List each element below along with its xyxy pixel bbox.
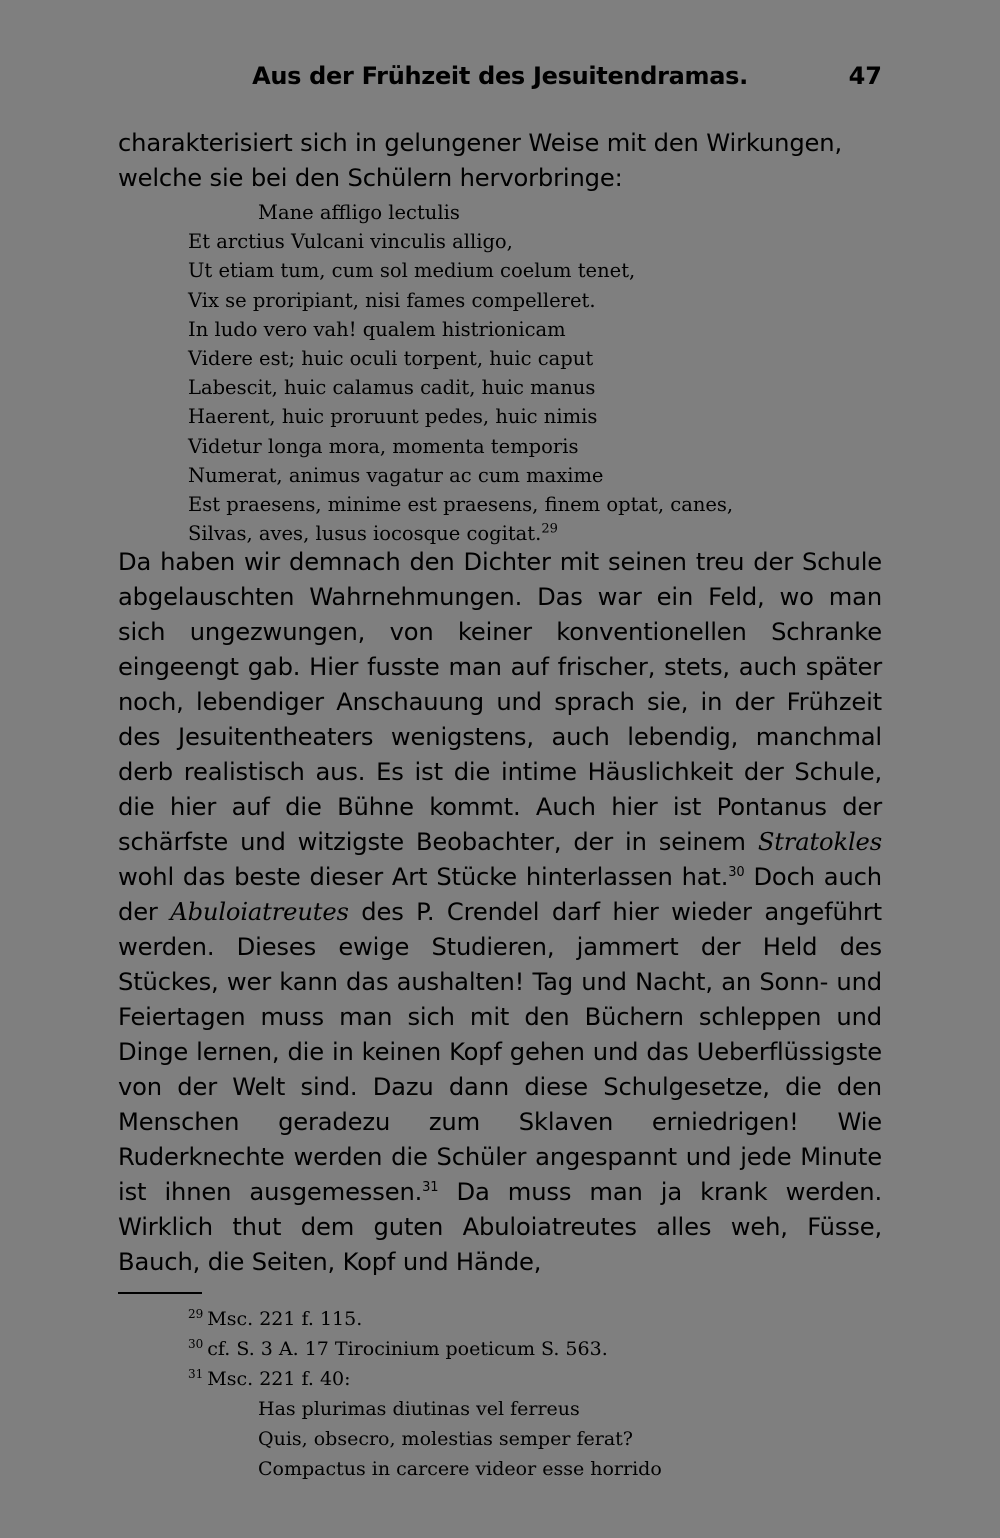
- footnote-number: 31: [188, 1366, 204, 1381]
- main-text-1: Da haben wir demnach den Dichter mit seinen treu der Schule abgelauschten Wahrnehmungen. Das war ein Feld, wo man sich ungezwungen, von keiner konventionellen Schranke eingeengt gab. Hier fusste man auf frischer, stets, auch später noch, lebendiger Anschauung und sprach sie, in der Frühzeit des Jesuitentheaters wenigstens, auch lebendig, manchmal derb realistisch aus. Es ist die intime Häuslichkeit der Schule, die hier auf die Bühne kommt. Auch hier ist Pontanus der schärfste und witzigste Beobachter, der in seinem: [118, 548, 882, 856]
- main-paragraph: [118, 545, 882, 1280]
- intro-paragraph: [118, 126, 882, 196]
- footnote-text: Msc. 221 f. 40:: [207, 1368, 351, 1390]
- verse-quotation: [188, 198, 888, 548]
- verse-line: Ut etiam tum, cum sol medium coelum tenet,: [188, 259, 636, 283]
- verse-line: In ludo vero vah! qualem histrionicam: [188, 317, 566, 341]
- verse-line: Et arctius Vulcani vinculis alligo,: [188, 230, 513, 254]
- main-text-3: Doch auch der: [118, 863, 882, 926]
- page-number: 47: [848, 62, 882, 90]
- verse-line: Videtur longa mora, momenta temporis: [188, 434, 579, 458]
- footnote-text: Msc. 221 f. 115.: [207, 1308, 363, 1330]
- main-text-4: des P. Crendel darf hier wieder angeführt werden. Dieses ewige Studieren, jammert der Held des Stückes, wer kann das aushalten! Tag und Nacht, an Sonn- und Feiertagen muss man sich mit den Büchern schleppen und Dinge lernen, die in keinen Kopf gehen und das Ueberflüssigste von der Welt sind. Dazu dann diese Schulgesetze, die den Menschen geradezu zum Sklaven erniedrigen! Wie Ruderknechte werden die Schüler angespannt und jede Minute ist ihnen ausgemessen.: [118, 898, 882, 1206]
- footnote-29: [188, 1304, 888, 1334]
- verse-line: Videre est; huic oculi torpent, huic caput: [188, 347, 594, 371]
- verse-line-text: Silvas, aves, lusus iocosque cogitat.: [188, 522, 542, 546]
- verse-line: Haerent, huic proruunt pedes, huic nimis: [188, 405, 598, 429]
- main-text-5: Da muss man ja krank werden. Wirklich thut dem guten Abuloiatreutes alles weh, Füsse, Bauch, die Seiten, Kopf und Hände,: [118, 1178, 883, 1276]
- footnote-ref-30[interactable]: 30: [728, 864, 745, 880]
- main-text-2: wohl das beste dieser Art Stücke hinterlassen hat.: [118, 863, 729, 891]
- footnote-verse-line: Compactus in carcere videor esse horrido: [258, 1458, 662, 1480]
- footnote-ref-31[interactable]: 31: [422, 1179, 439, 1195]
- footnote-number: 30: [188, 1336, 204, 1351]
- footnote-divider: [118, 1292, 202, 1294]
- verse-line: Labescit, huic calamus cadit, huic manus: [188, 376, 596, 400]
- intro-line-2: welche sie bei den Schülern hervorbringe:: [118, 164, 623, 192]
- footnote-text: cf. S. 3 A. 17 Tirocinium poeticum S. 563.: [207, 1338, 608, 1360]
- verse-line: Est praesens, minime est praesens, finem optat, canes,: [188, 493, 734, 517]
- work-title-abuloiatreutes: Abuloiatreutes: [170, 898, 349, 926]
- header-title: Aus der Frühzeit des Jesuitendramas.: [252, 62, 748, 90]
- intro-line-1: charakterisiert sich in gelungener Weise mit den Wirkungen,: [118, 129, 842, 157]
- footnote-ref-29[interactable]: 29: [541, 521, 558, 537]
- verse-line: Mane affligo lectulis: [258, 201, 460, 224]
- footnote-31: [188, 1364, 888, 1394]
- verse-line: Numerat, animus vagatur ac cum maxime: [188, 463, 604, 487]
- running-header: [118, 62, 882, 96]
- footnotes: [188, 1304, 888, 1484]
- footnote-number: 29: [188, 1306, 204, 1321]
- verse-line: Vix se proripiant, nisi fames compelleret.: [188, 288, 596, 312]
- footnote-verse-line: Quis, obsecro, molestias semper ferat?: [258, 1428, 633, 1450]
- footnote-verse-line: Has plurimas diutinas vel ferreus: [258, 1398, 580, 1420]
- work-title-stratokles: Stratokles: [757, 828, 882, 856]
- footnote-30: [188, 1334, 888, 1364]
